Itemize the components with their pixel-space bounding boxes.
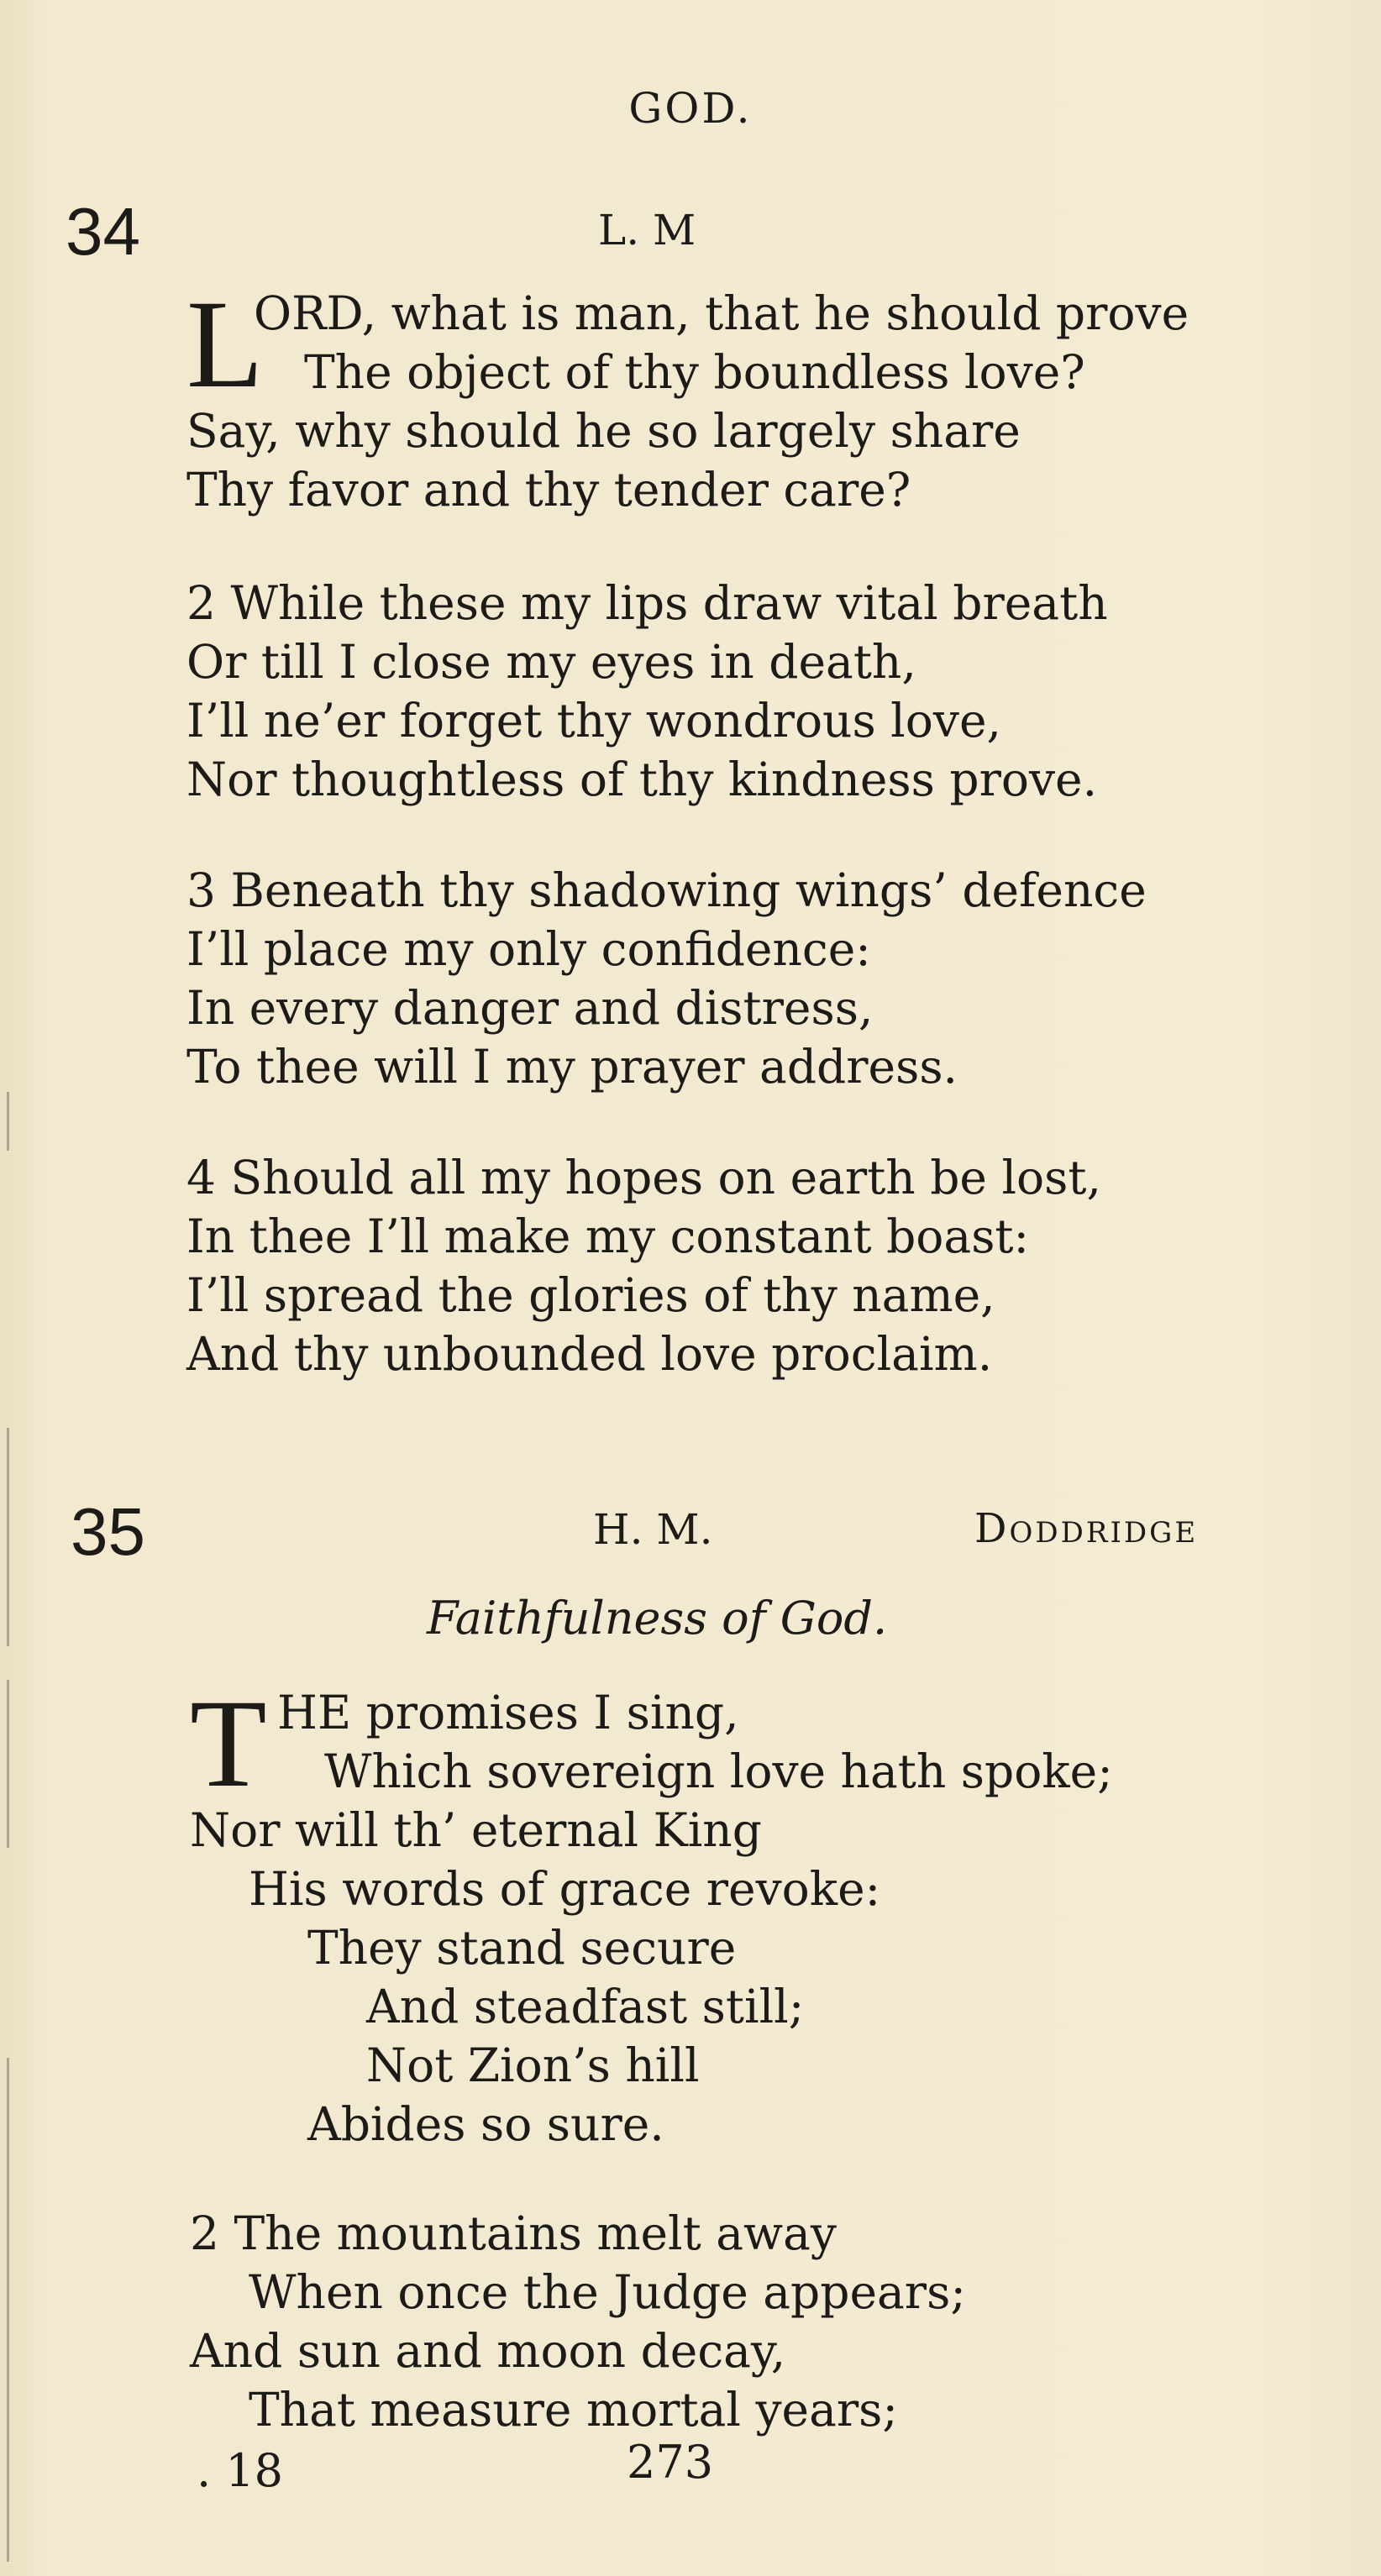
verse-line: 2 The mountains melt away [190,2206,837,2260]
binding-mark [7,1092,9,1151]
drop-cap: L [186,275,264,414]
binding-mark [7,1680,9,1848]
verse-line: Say, why should he so largely share [186,404,1021,458]
hymn-meter: H. M. [593,1505,713,1554]
verse-line: Nor will th’ eternal King [190,1803,762,1857]
hymn-number: 34 [66,194,140,269]
verse-line: In thee I’ll make my constant boast: [186,1209,1030,1263]
verse-line: They stand secure [307,1921,737,1975]
hymn-meter: L. M [598,206,696,254]
verse-line: In every danger and distress, [186,981,874,1035]
verse-line: Not Zion’s hill [366,2038,700,2092]
page-number: 273 [627,2436,714,2489]
verse-line: His words of grace revoke: [249,1862,881,1916]
verse-line: Which sovereign love hath spoke; [324,1744,1113,1798]
drop-cap: T [190,1674,267,1813]
verse-line: And sun and moon decay, [190,2324,786,2378]
verse-line: HE promises I sing, [277,1686,739,1739]
hymn-subtitle: Faithfulness of God. [427,1592,888,1645]
hymn-number: 35 [71,1494,145,1569]
verse-line: When once the Judge appears; [249,2265,966,2319]
binding-mark [7,2058,9,2562]
binding-mark [7,1428,9,1646]
verse-line: Nor thoughtless of thy kindness prove. [186,753,1098,806]
verse-line: Or till I close my eyes in death, [186,635,916,689]
verse-line: The object of thy boundless love? [304,345,1085,399]
verse-line: I’ll spread the glories of thy name, [186,1268,995,1322]
verse-line: Thy favor and thy tender care? [186,463,911,517]
verse-line: 4 Should all my hopes on earth be lost, [186,1151,1101,1204]
signature-mark: . 18 [197,2444,284,2497]
verse-line: That measure mortal years; [249,2383,898,2437]
verse-line: Abides so sure. [307,2097,664,2151]
verse-line: ORD, what is man, that he should prove [254,286,1189,340]
verse-line: 2 While these my lips draw vital breath [186,576,1108,630]
verse-line: And thy unbounded love proclaim. [186,1327,993,1381]
verse-line: To thee will I my prayer address. [186,1040,958,1094]
verse-line: 3 Beneath thy shadowing wings’ defence [186,863,1147,917]
verse-line: And steadfast still; [366,1980,805,2033]
hymn-author: Doddridge [974,1505,1199,1552]
running-head: GOD. [628,84,753,133]
verse-line: I’ll ne’er forget thy wondrous love, [186,694,1001,748]
verse-line: I’ll place my only confidence: [186,922,871,976]
